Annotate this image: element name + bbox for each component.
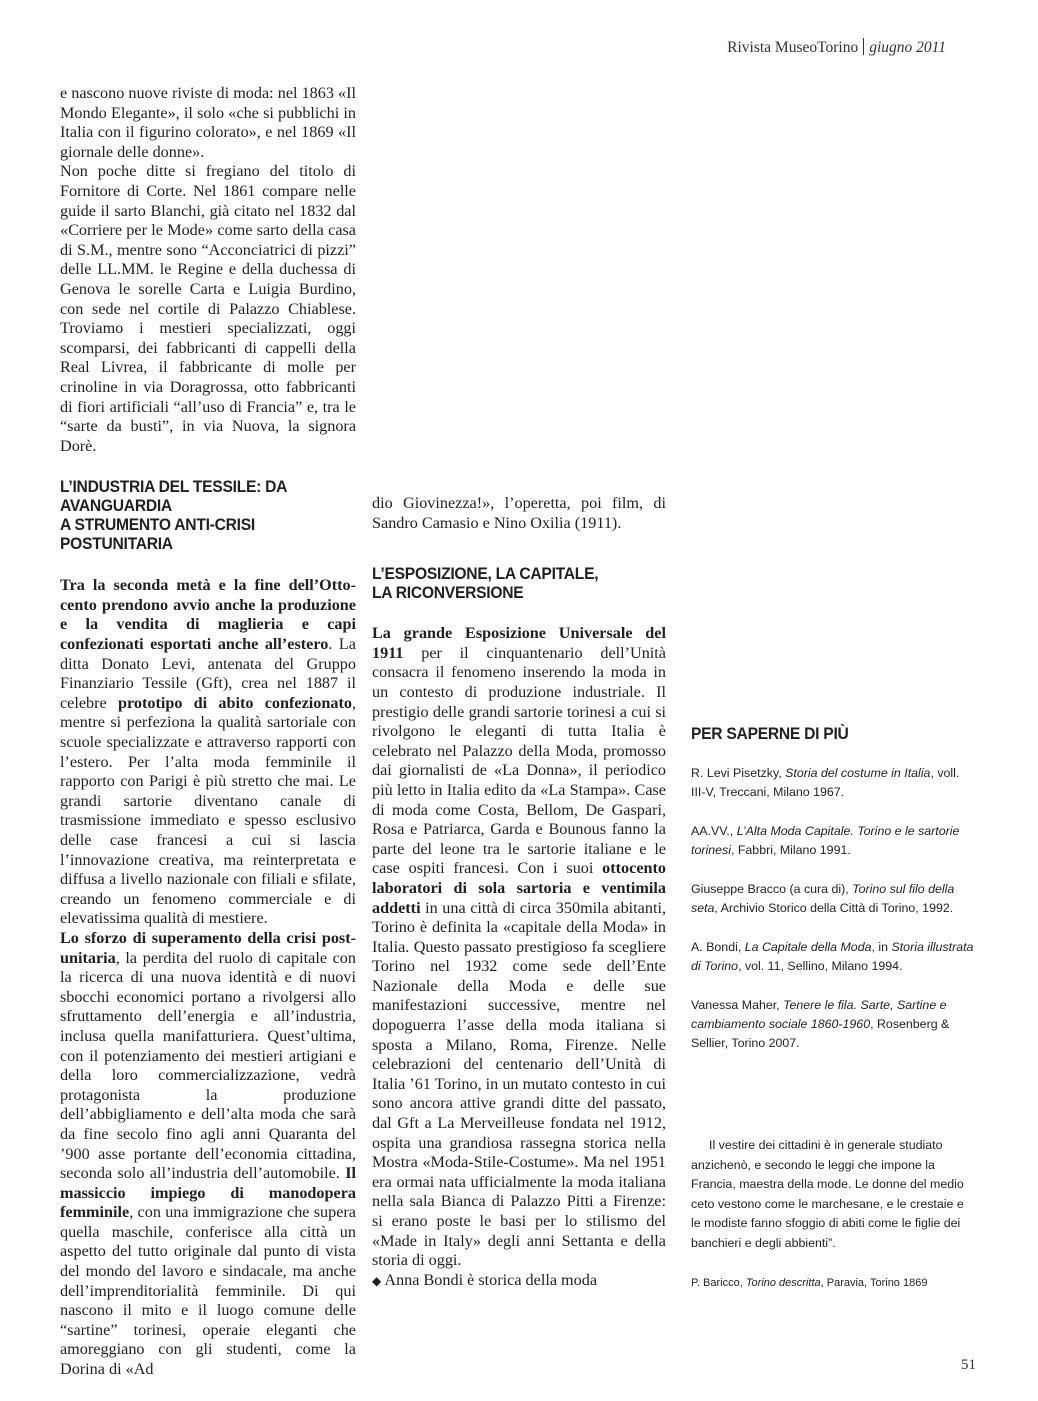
- running-header: [727, 38, 946, 57]
- heading-line: LA RICONVERSIONE: [372, 583, 524, 603]
- section-heading-esposizione: [372, 564, 642, 602]
- reference-item: A. Bondi, La Capitale della Moda, in Storia illustrata di Torino, vol. 11, Sellino, Milano 1994.: [691, 940, 974, 973]
- text-column-2: [372, 494, 666, 1291]
- bold-text: prototipo di abito confezionato: [117, 693, 352, 712]
- quote-text: Il vestire dei cittadini è in generale studiato anzichenò, e secondo le leggi che impone la Francia, maestra della mode. Le donne del medio ceto vestono come le marchesane, e le crestaie e le modiste fanno sfoggio di abiti come le figlie dei banchieri e degli abbienti”.: [691, 1138, 964, 1250]
- bold-text: Lo sforzo di superamento della crisi post-unitaria: [60, 928, 356, 967]
- paragraph: Non poche ditte si fregiano del titolo di Fornitore di Corte. Nel 1861 compare nelle guide il sarto Blanchi, già citato nel 1832 dal «Corriere per le Mode» come sarto della casa di S.M., mentre sono “Acconciatrici di pizzi” delle LL.MM. le Regine e della duchessa di Genova le sorelle Carta e Luigia Burdino, con sede nel cortile di Palazzo Chiablese. Troviamo i mestieri specializzati, oggi scomparsi, dei fabbricanti di cappelli della Real Livrea, il fabbricante di molle per crinoline in via Doragrossa, otto fabbricanti di fiori artificiali “all’uso di Francia” e, tra le “sarte da busti”, in via Nuova, la signora Dorè.: [60, 162, 356, 455]
- paragraph: e nascono nuove riviste di moda: nel 1863 «Il Mondo Elegante», il solo «che si pubblichi in Italia con il figurino colorato», e nel 1869 «Il giornale delle donne».: [60, 84, 356, 161]
- bold-text: ottocento laboratori di sola sartoria e ventimila addetti: [372, 859, 666, 917]
- bibliography-title: PER SAPERNE DI PIÙ: [691, 724, 849, 743]
- section-heading-industria: [60, 477, 332, 553]
- bold-text: Il massiccio impiego di manodopera femminile: [60, 1164, 356, 1222]
- bold-text: Tra la seconda metà e la fine dell’Ottocento prendono avvio anche la produzione e la vendita di maglieria e capi confezionati esportati anche all’estero: [60, 576, 356, 654]
- reference-item: Vanessa Maher, Tenere le fila. Sarte, Sartine e cambiamento sociale 1860-1960, Rosenberg & Sellier, Torino 2007.: [691, 998, 950, 1050]
- paragraph: Lo sforzo di superamento della crisi post-unitaria, la perdita del ruolo di capitale con la ricerca di una nuova identità e di nuovi sbocchi economici portano a rivolgersi allo sfruttamento dell’energia e all’industria, inclusa quella manifatturiera. Quest’ultima, con il potenziamento dei mestieri artigiani e della loro commercializzazione, vedrà protagonista la produzione dell’abbigliamento e dell’alta moda che sarà da fine secolo fino agli anni Quaranta del ’900 asse portante dell’economia cittadina, seconda solo all’industria dell’automobile. Il massiccio impiego di manodopera femminile, con una immigrazione che supera quella maschile, conferisce alla città un aspetto del tutto originale dal punto di vista del mondo del lavoro e sindacale, ma anche dell’imprenditorialità femminile. Di qui nascono il mito e il luogo comune delle “sartine” torinesi, operaie eleganti che amoreggiano con gli studenti, come la Dorina di «Ad: [60, 928, 356, 1379]
- issue-date: giugno 2011: [869, 39, 946, 56]
- pull-quote: [691, 1136, 975, 1293]
- publication-name: Rivista MuseoTorino: [727, 39, 859, 56]
- quote-citation: P. Baricco, Torino descritta, Paravia, Torino 1869: [691, 1276, 928, 1289]
- paragraph: dio Giovinezza!», l’operetta, poi film, di Sandro Camasio e Nino Oxilia (1911).: [372, 494, 666, 532]
- heading-line: A STRUMENTO ANTI-CRISI POSTUNITARIA: [60, 515, 255, 554]
- heading-line: L’ESPOSIZIONE, LA CAPITALE,: [372, 564, 599, 584]
- paragraph: La grande Esposizione Universale del 1911 per il cinquantenario dell’Unità consacra il fenomeno inserendo la moda in un contesto di produzione industriale. Il prestigio delle grandi sartorie torinesi a cui si rivolgono le eleganti di tutta Italia è celebrato nel Palazzo della Moda, promosso dai giornalisti de «La Donna», il periodico più letto in Italia edito da «La Stampa». Case di moda come Costa, Bellom, De Gaspari, Rosa e Patriarca, Garda e Bounous fanno la parte del leone tra le sartorie italiane e le case ospiti francesi. Con i suoi ottocento laboratori di sola sartoria e ventimila addetti in una città di circa 350mila abitanti, Torino è definita la «capitale della Moda» in Italia. Questo passato prestigioso fa scegliere Torino nel 1932 come sede dell’Ente Nazionale della Moda e delle sue manifestazioni successive, mentre nel dopoguerra l’asse della moda italiana si sposta a Milano, Roma, Firenze. Nelle celebrazioni del centenario dell’Unità di Italia ’61 Torino, in un mutato contesto in cui sono ancora attive grandi ditte del passato, dal Gft a La Merveilleuse fondata nel 1912, ospita una grandiosa rassegna storica nella Mostra «Moda-Stile-Costume». Ma nel 1951 era ormai nata ufficialmente la moda italiana nella sala Bianca di Palazzo Pitti a Firenze: si erano poste le basi per lo stilismo del «Made in Italy» degli anni Settanta e della storia di oggi.: [372, 624, 666, 1270]
- reference-item: R. Levi Pisetzky, Storia del costume in Italia, voll. III-V, Treccani, Milano 1967.: [691, 766, 960, 799]
- author-text: Anna Bondi è storica della moda: [384, 1270, 598, 1289]
- header-divider: [863, 38, 864, 55]
- heading-line: L’INDUSTRIA DEL TESSILE: DA AVANGUARDIA: [60, 477, 287, 516]
- bold-text: La grande Esposizione Universale del 1911: [372, 624, 666, 662]
- diamond-bullet-icon: ◆: [372, 1273, 382, 1288]
- text-column-1: [60, 84, 356, 1380]
- paragraph: Tra la seconda metà e la fine dell’Ottocento prendono avvio anche la produzione e la vendita di maglieria e capi confezionati esportati anche all’estero. La ditta Donato Levi, antenata del Gruppo Finanziario Tessile (Gft), crea nel 1887 il celebre prototipo di abito confezionato, mentre si perfeziona la qualità sartoriale con scuole specializzate e attraverso rapporti con l’estero. Per l’alta moda femminile il rapporto con Parigi è più stretto che mai. Le grandi sartorie diventano canale di trasmissione immediato e spesso esclusivo delle case francesi a cui si lascia l’innovazione creativa, ma reinterpretata e diffusa a livello nazionale con filiali e sfilate, creando un fenomeno commerciale e di elevatissima qualità di mestiere.: [60, 576, 356, 928]
- bibliography-box: [691, 724, 975, 1073]
- reference-item: AA.VV., L’Alta Moda Capitale. Torino e le sartorie torinesi, Fabbri, Milano 1991.: [691, 824, 960, 857]
- reference-item: Giuseppe Bracco (a cura di), Torino sul filo della seta, Archivio Storico della Città di Torino, 1992.: [691, 882, 955, 915]
- page-number: 51: [961, 1357, 976, 1373]
- author-note: [372, 1271, 666, 1292]
